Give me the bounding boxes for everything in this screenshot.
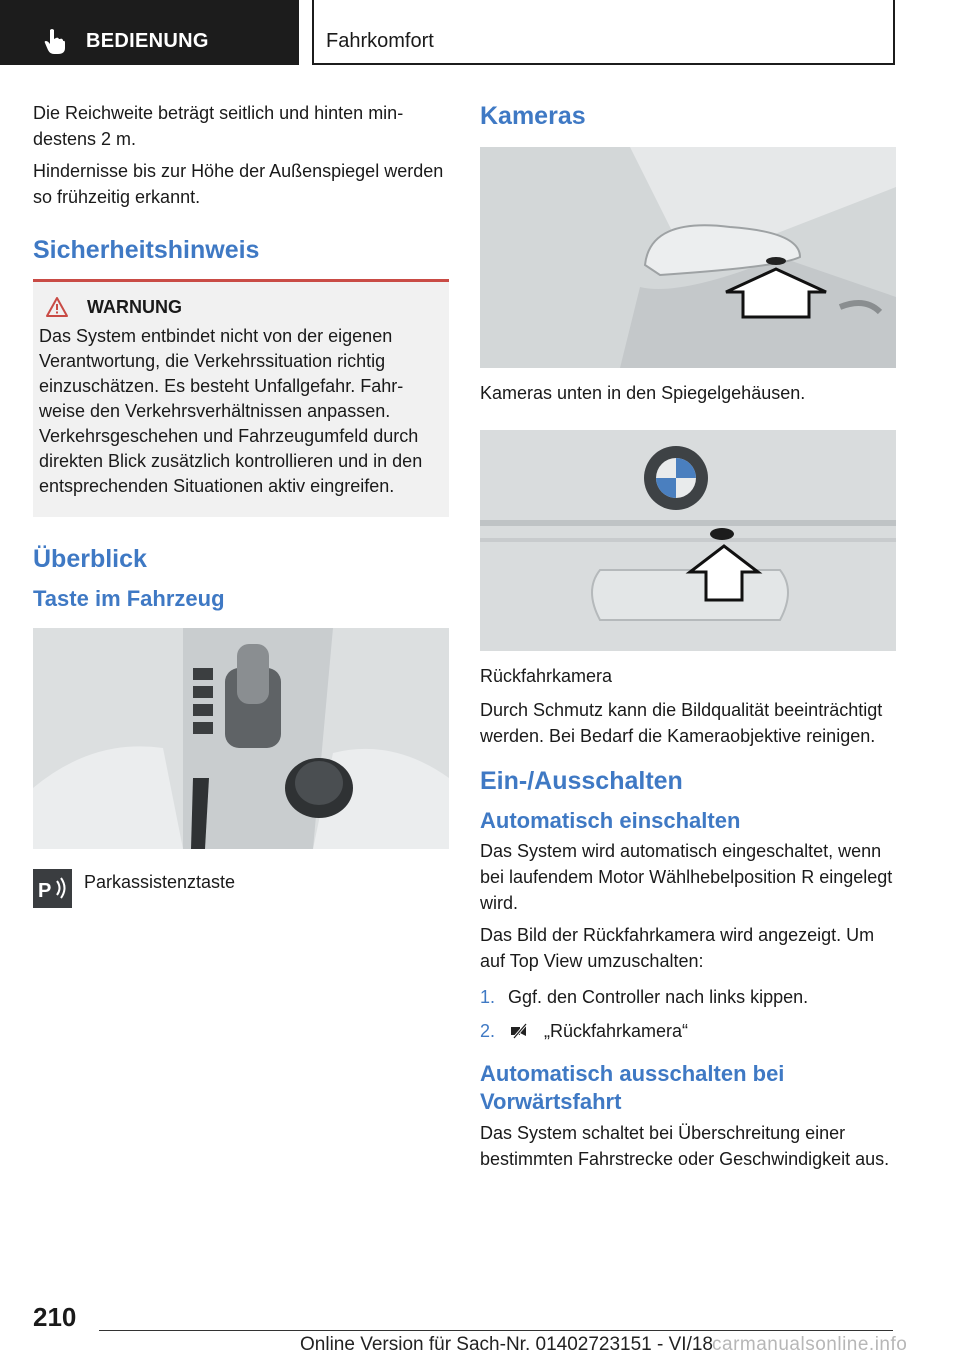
overview-heading: Überblick: [33, 545, 147, 573]
header-divider-right: [893, 0, 895, 65]
safety-heading: Sicherheitshinweis: [33, 236, 260, 264]
header-divider: [312, 0, 314, 65]
button-caption: Parkassistenztaste: [84, 872, 236, 892]
onoff-heading: Ein-/Ausschalten: [480, 767, 683, 795]
rear-camera-image: [480, 430, 896, 651]
section-tab[interactable]: [0, 0, 299, 65]
warning-box: [33, 279, 449, 517]
steps-list: [480, 984, 896, 1044]
svg-text:P: P: [38, 880, 52, 902]
list-item: 2. „Rückfahrkamera“: [480, 1021, 689, 1041]
header-underline: [312, 63, 895, 65]
auto-off-paragraph: Das System schaltet bei Überschreitung einer bestimmten Fahrstrecke oder Geschwindigkeit aus.: [480, 1123, 890, 1169]
list-item: 1. Ggf. den Controller nach links kippen.: [480, 987, 809, 1007]
warning-text: Das System entbindet nicht von der eigenen Verantwortung, die Verkehrssituation richtig einzuschätzen. Es besteht Unfallgefahr. Fahrweise den Verkehrsverhältnissen anpassen. Verkehrsgeschehen und Fahrzeugumfeld durch direkten Blick zusätzlich kontrollieren und in den entsprechenden Situationen aktiv eingreifen.: [39, 326, 423, 496]
button-heading: Taste im Fahrzeug: [33, 586, 225, 611]
park-assist-button-icon: [33, 869, 72, 908]
left-column: [33, 100, 449, 908]
warning-title: WARNUNG: [87, 296, 182, 317]
footer-divider: [99, 1330, 893, 1331]
watermark: carmanualsonline.info: [712, 1334, 908, 1355]
intro-paragraph-2: Hindernisse bis zur Höhe der Außenspiegel werden so frühzeitig erkannt.: [33, 161, 444, 207]
page-number: 210: [33, 1302, 77, 1332]
rear-caption: Rückfahrkamera: [480, 666, 613, 686]
auto-on-paragraph: Das System wird automatisch eingeschaltet, wenn bei laufendem Motor Wählhebelposition R eingelegt wird.: [480, 841, 893, 913]
rear-camera-illustration: [480, 430, 896, 651]
intro-paragraph-1: Die Reichweite beträgt seitlich und hinten mindestens 2 m.: [33, 103, 404, 149]
warning-triangle-icon: [45, 296, 69, 318]
chapter-title: Fahrkomfort: [326, 30, 434, 52]
mirror-caption: Kameras unten in den Spiegelgehäusen.: [480, 383, 806, 403]
section-label: BEDIENUNG: [86, 30, 209, 52]
camera-symbol-icon: [508, 1020, 530, 1042]
center-console-image: [33, 628, 449, 849]
dirt-paragraph: Durch Schmutz kann die Bildqualität beeinträchtigt werden. Bei Bedarf die Kameraobjektive reinigen.: [480, 700, 883, 746]
center-console-illustration: [33, 628, 449, 849]
online-version-text: Online Version für Sach-Nr. 01402723151 - VI/18: [300, 1334, 713, 1355]
mirror-camera-image: [480, 147, 896, 368]
hand-pointer-icon: [44, 28, 66, 54]
right-column: [480, 100, 896, 1178]
auto-on-paragraph-2: Das Bild der Rückfahrkamera wird angezeigt. Um auf Top View umzuschalten:: [480, 925, 875, 971]
mirror-camera-illustration: [480, 147, 896, 368]
auto-on-heading: Automatisch einschalten: [480, 808, 741, 833]
auto-off-heading: Automatisch ausschalten bei Vorwärtsfahrt: [480, 1061, 785, 1114]
cameras-heading: Kameras: [480, 102, 586, 130]
